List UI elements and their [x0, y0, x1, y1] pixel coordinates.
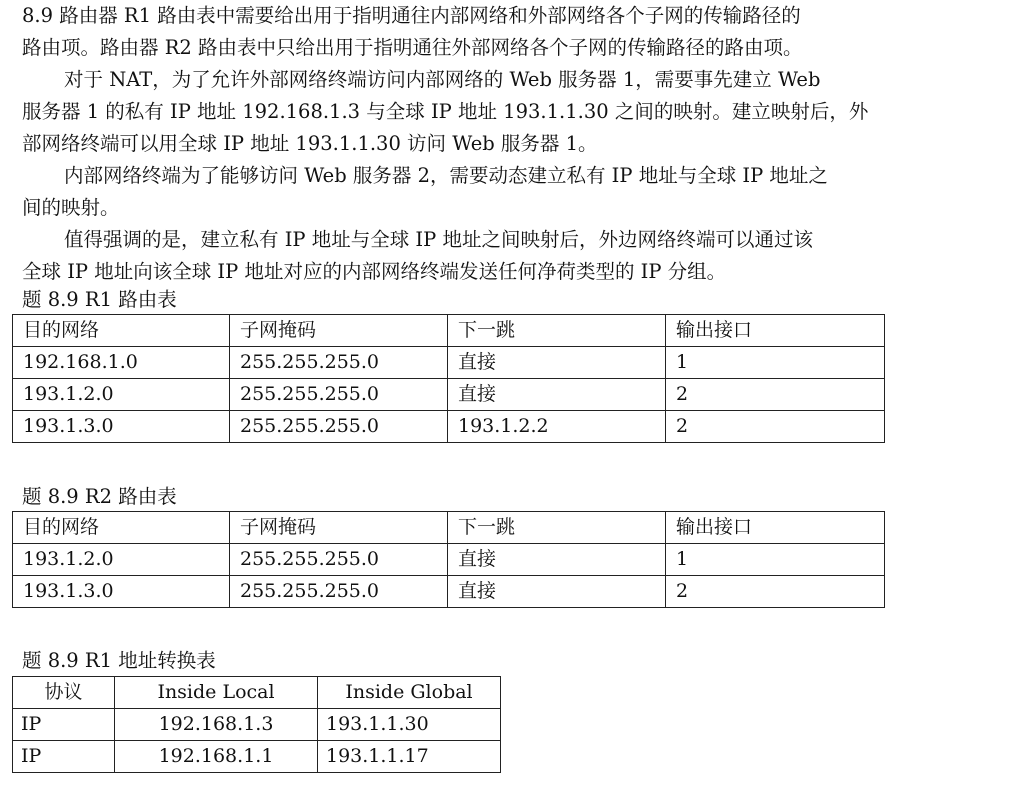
header-cell: 输出接口 — [666, 315, 885, 347]
table-cell: 192.168.1.1 — [115, 741, 318, 773]
table-cell: 192.168.1.0 — [13, 347, 230, 379]
paragraph-emphasis — [22, 224, 892, 288]
table-cell: 193.1.3.0 — [13, 411, 230, 443]
table-cell: 直接 — [448, 544, 666, 576]
table-row — [13, 379, 885, 411]
table-cell: 255.255.255.0 — [230, 576, 448, 608]
text-line: 8.9 路由器 R1 路由表中需要给出用于指明通往内部网络和外部网络各个子网的传输路径的 — [22, 4, 801, 27]
r1-routing-table — [12, 314, 885, 443]
r1-table-caption: 题 8.9 R1 路由表 — [22, 288, 177, 311]
header-cell: 目的网络 — [13, 512, 230, 544]
text-line: 服务器 1 的私有 IP 地址 192.168.1.3 与全球 IP 地址 193.1.1.30 之间的映射。建立映射后，外 — [22, 100, 869, 123]
table-cell: 193.1.1.30 — [318, 709, 501, 741]
table-cell: 2 — [666, 379, 885, 411]
r2-table-caption: 题 8.9 R2 路由表 — [22, 485, 177, 508]
table-cell: 255.255.255.0 — [230, 544, 448, 576]
table-cell: 2 — [666, 576, 885, 608]
table-cell: 255.255.255.0 — [230, 411, 448, 443]
table-cell: 193.1.2.0 — [13, 379, 230, 411]
header-cell: 下一跳 — [448, 315, 666, 347]
text-line: 值得强调的是，建立私有 IP 地址与全球 IP 地址之间映射后，外边网络终端可以通过该 — [64, 228, 813, 251]
table-cell: 直接 — [448, 576, 666, 608]
header-cell: 子网掩码 — [230, 315, 448, 347]
table-cell: 193.1.1.17 — [318, 741, 501, 773]
table-cell: 直接 — [448, 347, 666, 379]
table-cell: IP — [13, 709, 115, 741]
text-line: 路由项。路由器 R2 路由表中只给出用于指明通往外部网络各个子网的传输路径的路由项。 — [22, 36, 803, 59]
paragraph-routing-intro — [22, 0, 892, 64]
text-line: 间的映射。 — [22, 196, 120, 219]
table-cell: 255.255.255.0 — [230, 379, 448, 411]
table-row — [13, 411, 885, 443]
table-cell: 193.1.3.0 — [13, 576, 230, 608]
text-line: 内部网络终端为了能够访问 Web 服务器 2，需要动态建立私有 IP 地址与全球 IP 地址之 — [64, 164, 828, 187]
header-cell: 子网掩码 — [230, 512, 448, 544]
nat-table-caption: 题 8.9 R1 地址转换表 — [22, 649, 216, 672]
table-row — [13, 709, 501, 741]
nat-translation-table — [12, 676, 501, 773]
table-row — [13, 544, 885, 576]
table-cell: 1 — [666, 347, 885, 379]
header-cell: 输出接口 — [666, 512, 885, 544]
table-cell: IP — [13, 741, 115, 773]
header-cell: 目的网络 — [13, 315, 230, 347]
header-cell: Inside Local — [115, 677, 318, 709]
table-header-row — [13, 677, 501, 709]
r2-routing-table — [12, 511, 885, 608]
table-row — [13, 741, 501, 773]
text-line: 部网络终端可以用全球 IP 地址 193.1.1.30 访问 Web 服务器 1。 — [22, 132, 598, 155]
table-cell: 1 — [666, 544, 885, 576]
table-row — [13, 347, 885, 379]
header-cell: 协议 — [13, 677, 115, 709]
table-header-row — [13, 512, 885, 544]
table-cell: 直接 — [448, 379, 666, 411]
text-line: 全球 IP 地址向该全球 IP 地址对应的内部网络终端发送任何净荷类型的 IP 分组。 — [22, 260, 727, 283]
header-cell: Inside Global — [318, 677, 501, 709]
paragraph-nat-static — [22, 64, 892, 160]
table-cell: 255.255.255.0 — [230, 347, 448, 379]
table-cell: 2 — [666, 411, 885, 443]
table-cell: 192.168.1.3 — [115, 709, 318, 741]
table-row — [13, 576, 885, 608]
text-line: 对于 NAT，为了允许外部网络终端访问内部网络的 Web 服务器 1，需要事先建立 Web — [64, 68, 821, 91]
table-cell: 193.1.2.0 — [13, 544, 230, 576]
table-cell: 193.1.2.2 — [448, 411, 666, 443]
table-header-row — [13, 315, 885, 347]
header-cell: 下一跳 — [448, 512, 666, 544]
paragraph-nat-dynamic — [22, 160, 892, 224]
